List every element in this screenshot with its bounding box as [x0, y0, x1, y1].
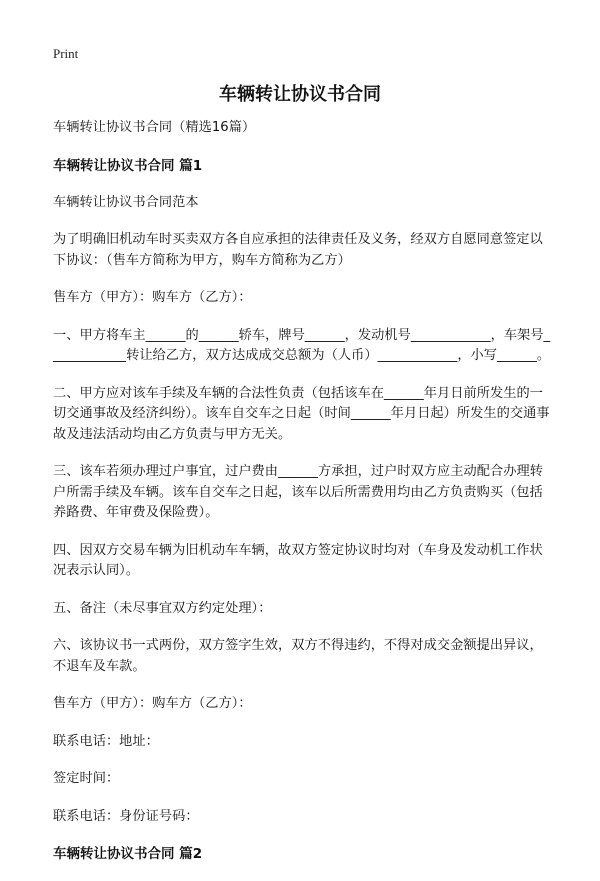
paragraph-contact-id: 联系电话：身份证号码：: [53, 808, 199, 824]
paragraph-parties: 售车方（甲方）：购车方（乙方）：: [53, 290, 252, 305]
paragraph-clause-1: 一、甲方将车主______的______轿车，牌号______，发动机号____________，车架号____________转让给乙方，双方达成成交总额为（人币）____________，小写______。: [53, 327, 551, 363]
section-heading-1: 车辆转让协议书合同 篇1: [53, 157, 203, 174]
document-body: [53, 118, 551, 881]
paragraph-clause-5: 五、备注（未尽事宜双方约定处理）：: [53, 600, 272, 616]
paragraph-contact-address: 联系电话：地址：: [53, 733, 159, 749]
section-heading-2: 车辆转让协议书合同 篇2: [53, 846, 203, 862]
paragraph-clause-2: 二、甲方应对该车手续及车辆的合法性负责（包括该车在______年月日前所发生的一切交通事故及经济纠纷）。该车自交车之日起（时间______年月日起）所发生的交通事故及违法活动均由乙方负责与甲方无关。: [53, 385, 550, 442]
document-subtitle: 车辆转让协议书合同（精选16篇）: [53, 120, 256, 135]
section-intro: 车辆转让协议书合同范本: [53, 194, 199, 210]
paragraph-signatures: 售车方（甲方）：购车方（乙方）：: [53, 696, 252, 711]
paragraph-sign-date: 签定时间：: [53, 771, 120, 786]
print-link[interactable]: Print: [53, 46, 79, 61]
paragraph-clause-3: 三、该车若须办理过户事宜，过户费由______方承担，过户时双方应主动配合办理转户所需手续及车辆。该车自交车之日起，该车以后所需费用均由乙方负责购买（包括养路费、年审费及保险费）。: [53, 464, 543, 520]
paragraph-preamble: 为了明确旧机动车时买卖双方各自应承担的法律责任及义务，经双方自愿同意签定以下协议：（售车方简称为甲方，购车方简称为乙方）: [53, 232, 543, 268]
paragraph-clause-6: 六、该协议书一式两份，双方签字生效，双方不得违约，不得对成交金额提出异议，不退车及车款。: [53, 638, 543, 674]
paragraph-clause-4: 四、因双方交易车辆为旧机动车车辆，故双方签定协议时均对（车身及发动机工作状况表示认同）。: [53, 542, 543, 578]
document-title: 车辆转让协议书合同: [219, 84, 381, 105]
